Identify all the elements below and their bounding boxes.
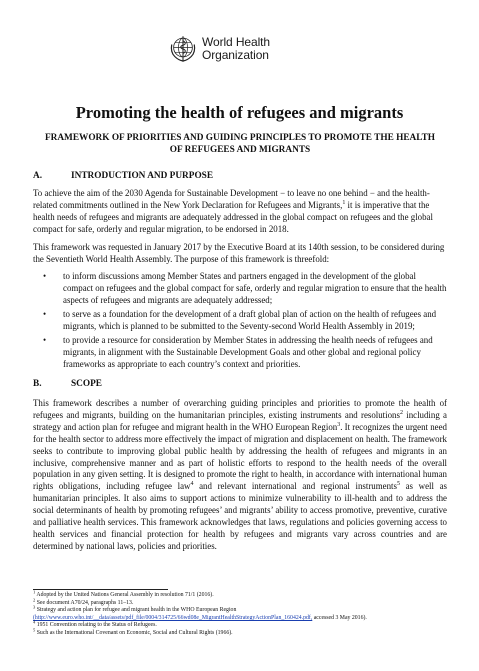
- bullet-icon: •: [43, 271, 47, 282]
- footnote-ref-1: 1: [342, 199, 346, 206]
- purpose-list: [33, 271, 447, 370]
- bullet-icon: •: [43, 309, 47, 320]
- who-emblem-icon: [168, 34, 198, 64]
- footnote-1: $^1$ Adopted by the United Nations General Assembly in resolution 71/1 (2016).: [33, 589, 214, 598]
- subtitle-line2: OF REFUGEES AND MIGRANTS: [169, 145, 311, 155]
- section-b-body: [33, 398, 447, 553]
- section-a-letter: A.: [33, 171, 43, 181]
- footnote-5: $^5$ Such as the International Covenant on Economic, Social and Cultural Rights (1966).: [33, 627, 233, 636]
- footnote-ref-3: 3: [337, 421, 341, 428]
- footnote-3-url-line: (http://www.euro.who.int/__data/assets/pdf_file/0004/314725/66wd08e_MigrantHealthStrategyActionPlan_160424.pdf, accessed 3 May 2016).: [33, 614, 367, 621]
- footnote-ref-2: 2: [399, 409, 403, 416]
- footnote-4: $^4$ 1951 Convention relating to the Status of Refugees.: [33, 619, 157, 629]
- list-item: • to inform discussions among Member States and partners engaged in the development of the global compact on refugees and the global compact for safe, orderly and regular migration to ensure that the health aspects of refugees and migrants are adequately addressed;: [43, 271, 447, 306]
- footnote-ref-5: 5: [396, 481, 400, 488]
- document-subtitle: [40, 132, 440, 156]
- footnote-ref-4: 4: [190, 481, 194, 488]
- who-logo: [168, 34, 270, 64]
- bullet-icon: •: [43, 334, 47, 345]
- footnote-3: $^3$ Strategy and action plan for refugee and migrant health in the WHO European Region: [33, 604, 237, 614]
- list-item: • to serve as a foundation for the development of a draft global plan of action on the health of refugees and migrants, which is planned to be submitted to the Seventy-second World Health Assembly in 2019;: [43, 309, 437, 332]
- section-b-letter: B.: [33, 379, 42, 389]
- section-a-title: INTRODUCTION AND PURPOSE: [71, 171, 214, 181]
- purpose-paragraph: This framework was requested in January 2017 by the Executive Board at its 140th session, to be considered during the Seventieth World Health Assembly. The purpose of this framework is threefold:: [33, 241, 445, 264]
- section-b-title: SCOPE: [71, 379, 102, 389]
- section-b-heading: [33, 379, 102, 389]
- footnote-divider: [33, 589, 168, 590]
- intro-paragraph: To achieve the aim of the 2030 Agenda for Sustainable Development − to leave no one behind − and the health-related commitments outlined in the New York Declaration for Refugees and Migrants,$^1$ it is imperative that the health needs of refugees and migrants are adequately addressed in the global compact on refugees and the global compact for safe, orderly and regular migration, to be endorsed in 2018.: [33, 188, 433, 234]
- scope-paragraph: This framework describes a number of overarching guiding principles and priorities to promote the health of refugees and migrants, building on the humanitarian principles, existing instruments and resolutions$^2$ including a strategy and action plan for refugee and migrant health in the WHO European Region$^3$. It recognizes the urgent need for the health sector to address more effectively the impact of migration and displacement on health. The framework seeks to contribute to improving global public health by addressing the health of refugees and migrants in an inclusive, comprehensive manner and as part of holistic efforts to respond to the health needs of the overall population in any given setting. It is designed to promote the right to health, in accordance with international human rights obligations, including refugee law$^4$ and relevant international and regional instruments$^5$ as well as humanitarian principles. It also aims to support actions to minimize vulnerability to ill-health and to address the social determinants of health by promoting refugees’ and migrants’ ability to access promotive, preventive, curative and palliative health services. This framework acknowledges that laws, regulations and policies governing access to health services and financial protection for health by refugees and migrants vary across countries and are determined by national laws, policies and priorities.: [33, 398, 447, 551]
- org-name: [202, 36, 270, 62]
- footnote-2: $^2$ See document A70/24, paragraphs 11–13.: [33, 597, 134, 606]
- section-a-body: [33, 188, 447, 373]
- org-name-line2: Organization: [202, 48, 269, 62]
- footnotes: [33, 589, 453, 638]
- footnote-3-link[interactable]: (http://www.euro.who.int/__data/assets/pdf_file/0004/314725/66wd08e_MigrantHealthStrategyActionPlan_160424.pdf,: [33, 614, 313, 621]
- section-a-heading: [33, 171, 213, 181]
- subtitle-line1: FRAMEWORK OF PRIORITIES AND GUIDING PRINCIPLES TO PROMOTE THE HEALTH: [44, 133, 436, 143]
- document-title: Promoting the health of refugees and migrants: [75, 103, 404, 122]
- org-name-line1: World Health: [202, 35, 270, 49]
- list-item: • to provide a resource for consideration by Member States in addressing the health needs of refugees and migrants, in alignment with the Sustainable Development Goals and other global and regional policy frameworks as appropriate to each country’s context and priorities.: [43, 334, 433, 369]
